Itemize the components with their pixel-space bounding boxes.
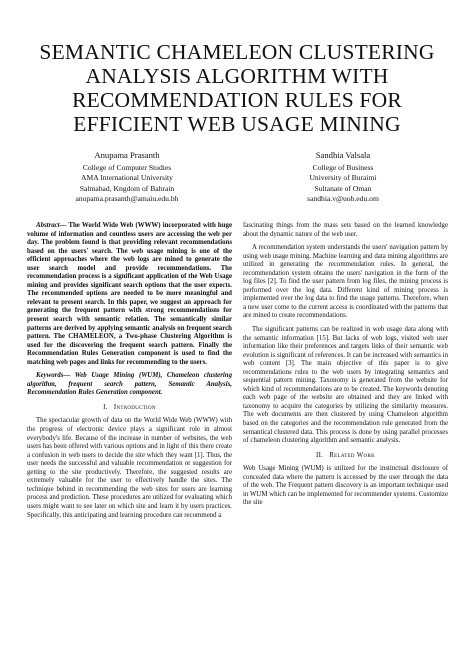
section-title: Introduction	[113, 403, 156, 411]
right-column	[243, 222, 448, 513]
author-organization: AMA International University	[81, 173, 173, 183]
abstract	[27, 222, 232, 367]
author-organization: University of Buraimi	[309, 173, 377, 183]
author-location: Sultanate of Oman	[314, 183, 372, 193]
author-block-1	[27, 150, 227, 204]
author-name: Anupama Prasanth	[94, 150, 160, 160]
body-paragraph: The significant patterns can be realized in web usage data along with the semantic information [15]. But lacks of web logs, visited web user information like their preferences and targets links of their semantic web evolution is significant of references. It can be increased with semantics in web content [3]. The main objective of this paper is to give recommendations rules to the web users by integrating semantics and sequential pattern mining. Taxonomy is generated from the website for which kind of recommendations are to be created. The keywords denoting each web page of the website are obtained and they are linked with taxonomy to acquire the categories by utilizing the similarity measures. The web documents are then clustered by using Chameleon algorithm based on the categories and the recommendation rule generated from the semantical clustered data. This process is done by using parallel processes of chameleon clustering algorithm and semantic analysis.	[243, 326, 448, 445]
author-block-2	[243, 150, 443, 204]
author-location: Salmabad, Kngdom of Bahrain	[79, 183, 175, 193]
keywords	[27, 372, 232, 398]
section-number: II.	[315, 451, 324, 459]
left-column	[27, 222, 232, 525]
body-paragraph: fascinating things from the mass sets based on the learned knowledge about the dynamic nature of the web user.	[243, 222, 448, 238]
paper-title: SEMANTIC CHAMELEON CLUSTERING ANALYSIS ALGORITHM WITH RECOMMENDATION RULES FOR EFFICIENT WEB USAGE MINING	[39, 40, 435, 136]
abstract-text: The World Wide Web (WWW) incorporated with huge volume of information and countless users are accessing the web per day. The problem found is that providing relevant recommendations based on the users' search. The web usage mining is one of the efficient approaches where the web logs are mined to generate the user search model and provide recommendations. The recommendation process is a significant application of the Web Usage mining and provides significant search options that the user expects. The recommended options are needed to be more meaningful and relevant to present search. In this paper, we suggest an approach for generating the frequent pattern with strong recommendations for present search with semantic relation. The semantically similar patterns are derived by applying semantic analysis on frequent search pattern. The CHAMELEON, a Two-phase Clustering Algorithm is used for the discovering the frequent search pattern. Finally the Recommendation Rules Generation component is used to find the matching web pages and links for recommending to the users.	[27, 222, 232, 366]
keywords-text: Web Usage Mining (WUM), Chameleon clustering algorithm, frequent search pattern, Semantic Analysis, Recommendation Rules Generation component.	[27, 372, 232, 397]
body-paragraph: A recommendation system understands the users' navigation pattern by using web usage mining. Machine learning and data mining algorithms are utilized in generating the recommendation rules. In general, the recommendation system obtains the users' navigation in the form of the log files [2]. To find the user pattern from log files, the mining process is performed over the log data. Different kind of mining process is implemented over the log data to find the usage patterns. Therefore, when a new user come to the current access is coordinated with the patterns that are mined to create recommendations.	[243, 244, 448, 320]
section-number: I.	[103, 403, 108, 411]
author-email: sandhia.v@uob.edu.om	[307, 193, 379, 203]
abstract-label: Abstract—	[36, 222, 67, 229]
author-department: College of Computer Studies	[82, 163, 172, 173]
author-email: anupama.prasanth@amaiu.edu.bh	[75, 193, 179, 203]
body-paragraph: Web Usage Mining (WUM) is utilized for the instinctual disclosure of concealed data where the pattern is accessed by the user through the data of the web. The Frequent pattern discovery is an important technique used in WUM which can be implemented for recommender systems. Customize the site	[243, 465, 448, 507]
author-name: Sandhia Valsala	[315, 150, 371, 160]
section-title: Related Work	[329, 451, 376, 459]
body-paragraph: The spectacular growth of data on the World Wide Web (WWW) with the progress of electronic device plays a significant role in almost everybody's life. Because of the increase in number of websites, the web users has been offered with various options and in light of this there create a confusion in web users to decide the site which they want [1]. Thus, the user needs the successful and valuable recommendation or suggestion for getting to the site productively. Therefore, the suggested results are extremely valuable for the user to effectively handle the sites. The technique behind in recommending the web sites for users are learning process and prediction. These procedures are utilized for evaluating which users might want to see later on which site and learn it by users practices. Specifically, this anticipating and learning procedure can recommend a	[27, 417, 232, 519]
section-heading-related-work	[243, 452, 448, 461]
section-heading-introduction	[27, 404, 232, 413]
author-department: College of Business	[312, 163, 374, 173]
keywords-label: Keywords—	[36, 372, 71, 380]
